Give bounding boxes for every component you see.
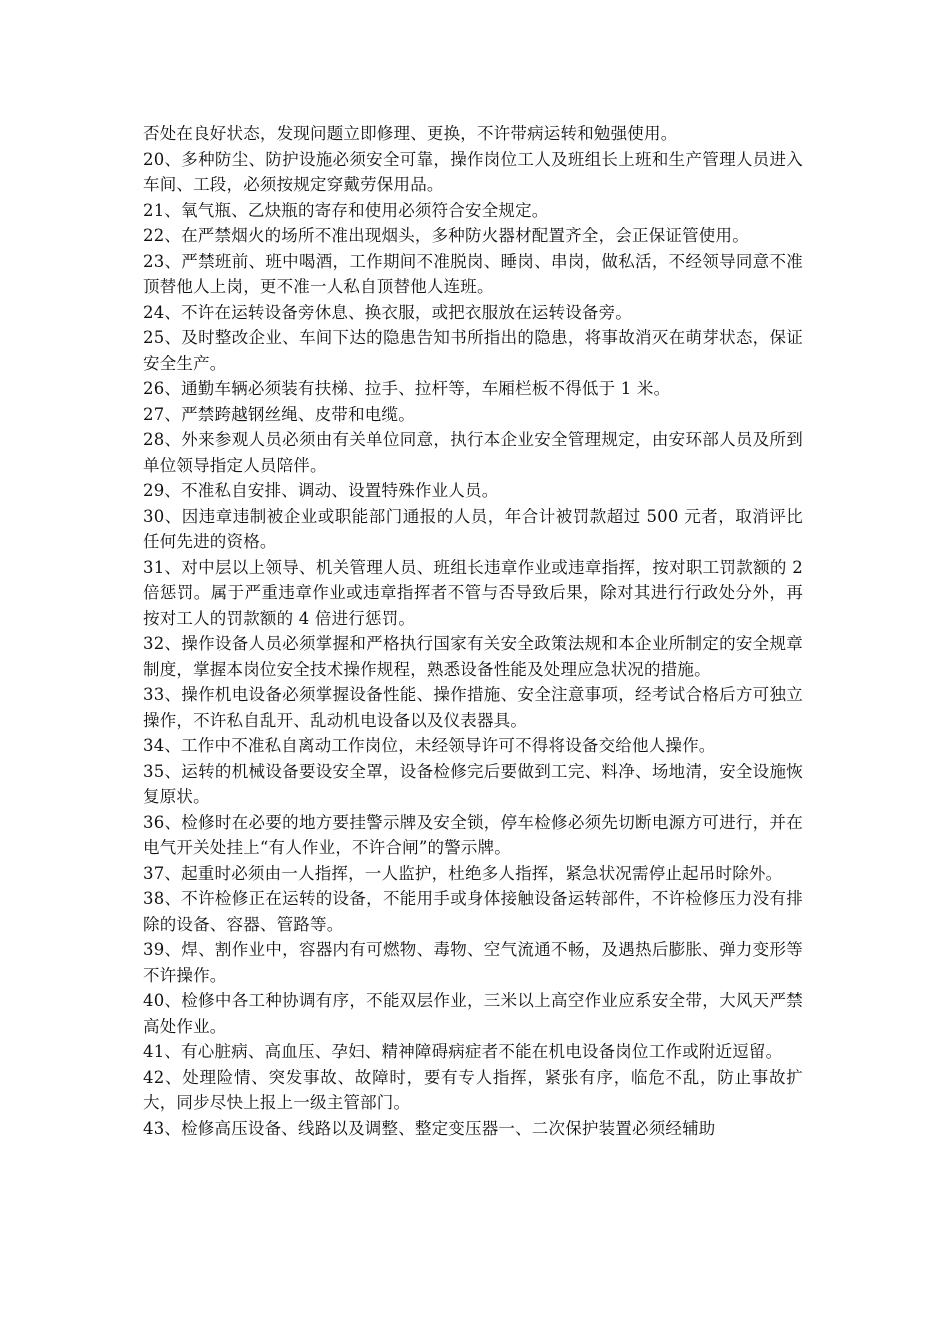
rule-37: 37、起重时必须由一人指挥，一人监护，杜绝多人指挥，紧急状况需停止起吊时除外。	[143, 863, 783, 883]
rule-39: 39、焊、割作业中，容器内有可燃物、毒物、空气流通不畅，及遇热后膨胀、弹力变形等不许操作。	[143, 940, 803, 985]
rule-31: 31、对中层以上领导、机关管理人员、班组长违章作业或违章指挥，按对职工罚款额的 2 倍惩罚。属于严重违章作业或违章指挥者不管与否导致后果，除对其进行行政处分外，再按对工人的罚款额的 4 倍进行惩罚。	[143, 557, 803, 628]
paragraph: 否处在良好状态，发现问题立即修理、更换，不许带病运转和勉强使用。	[143, 124, 678, 143]
document-body	[143, 121, 803, 1141]
rule-29: 29、不准私自安排、调动、设置特殊作业人员。	[143, 481, 499, 500]
rule-23: 23、严禁班前、班中喝酒，工作期间不准脱岗、睡岗、串岗，做私活，不经领导同意不准顶替他人上岗，更不准一人私自顶替他人连班。	[143, 251, 803, 296]
rule-42: 42、处理险情、突发事故、故障时，要有专人指挥，紧张有序，临危不乱，防止事故扩大，同步尽快上报上一级主管部门。	[143, 1067, 803, 1112]
rule-35: 35、运转的机械设备要设安全罩，设备检修完后要做到工完、料净、场地清，安全设施恢复原状。	[143, 761, 803, 806]
rule-21: 21、氧气瓶、乙炔瓶的寄存和使用必须符合安全规定。	[143, 200, 549, 220]
rule-20: 20、多种防尘、防护设施必须安全可靠，操作岗位工人及班组长上班和生产管理人员进入车间、工段，必须按规定穿戴劳保用品。	[143, 149, 803, 194]
rule-38: 38、不许检修正在运转的设备，不能用手或身体接触设备运转部件，不许检修压力没有排除的设备、容器、管路等。	[143, 889, 803, 934]
rule-25: 25、及时整改企业、车间下达的隐患告知书所指出的隐患，将事故消灭在萌芽状态，保证安全生产。	[143, 328, 803, 373]
rule-32: 32、操作设备人员必须掌握和严格执行国家有关安全政策法规和本企业所制定的安全规章制度，掌握本岗位安全技术操作规程，熟悉设备性能及处理应急状况的措施。	[143, 634, 803, 679]
rule-22: 22、在严禁烟火的场所不准出现烟头，多种防火器材配置齐全，会正保证管使用。	[143, 226, 749, 245]
rule-41: 41、有心脏病、高血压、孕妇、精神障碍病症者不能在机电设备岗位工作或附近逗留。	[143, 1042, 783, 1061]
rule-28: 28、外来参观人员必须由有关单位同意，执行本企业安全管理规定，由安环部人员及所到单位领导指定人员陪伴。	[143, 430, 803, 475]
rule-40: 40、检修中各工种协调有序，不能双层作业，三米以上高空作业应系安全带，大风天严禁高处作业。	[143, 991, 803, 1036]
rule-43: 43、检修高压设备、线路以及调整、整定变压器一、二次保护装置必须经辅助	[143, 1118, 716, 1138]
rule-27: 27、严禁跨越钢丝绳、皮带和电缆。	[143, 404, 415, 424]
rule-33: 33、操作机电设备必须掌握设备性能、操作措施、安全注意事项，经考试合格后方可独立操作，不许私自乱开、乱动机电设备以及仪表器具。	[143, 685, 803, 730]
rule-26: 26、通勤车辆必须装有扶梯、拉手、拉杆等，车厢栏板不得低于 1 米。	[143, 379, 671, 398]
rule-30: 30、因违章违制被企业或职能部门通报的人员，年合计被罚款超过 500 元者，取消评比任何先进的资格。	[143, 506, 803, 551]
rule-36: 36、检修时在必要的地方要挂警示牌及安全锁，停车检修必须先切断电源方可进行，并在电气开关处挂上“有人作业，不许合闸”的警示牌。	[143, 812, 803, 857]
rule-24: 24、不许在运转设备旁休息、换衣服，或把衣服放在运转设备旁。	[143, 302, 632, 322]
rule-34: 34、工作中不准私自离动工作岗位，未经领导许可不得将设备交给他人操作。	[143, 736, 716, 755]
